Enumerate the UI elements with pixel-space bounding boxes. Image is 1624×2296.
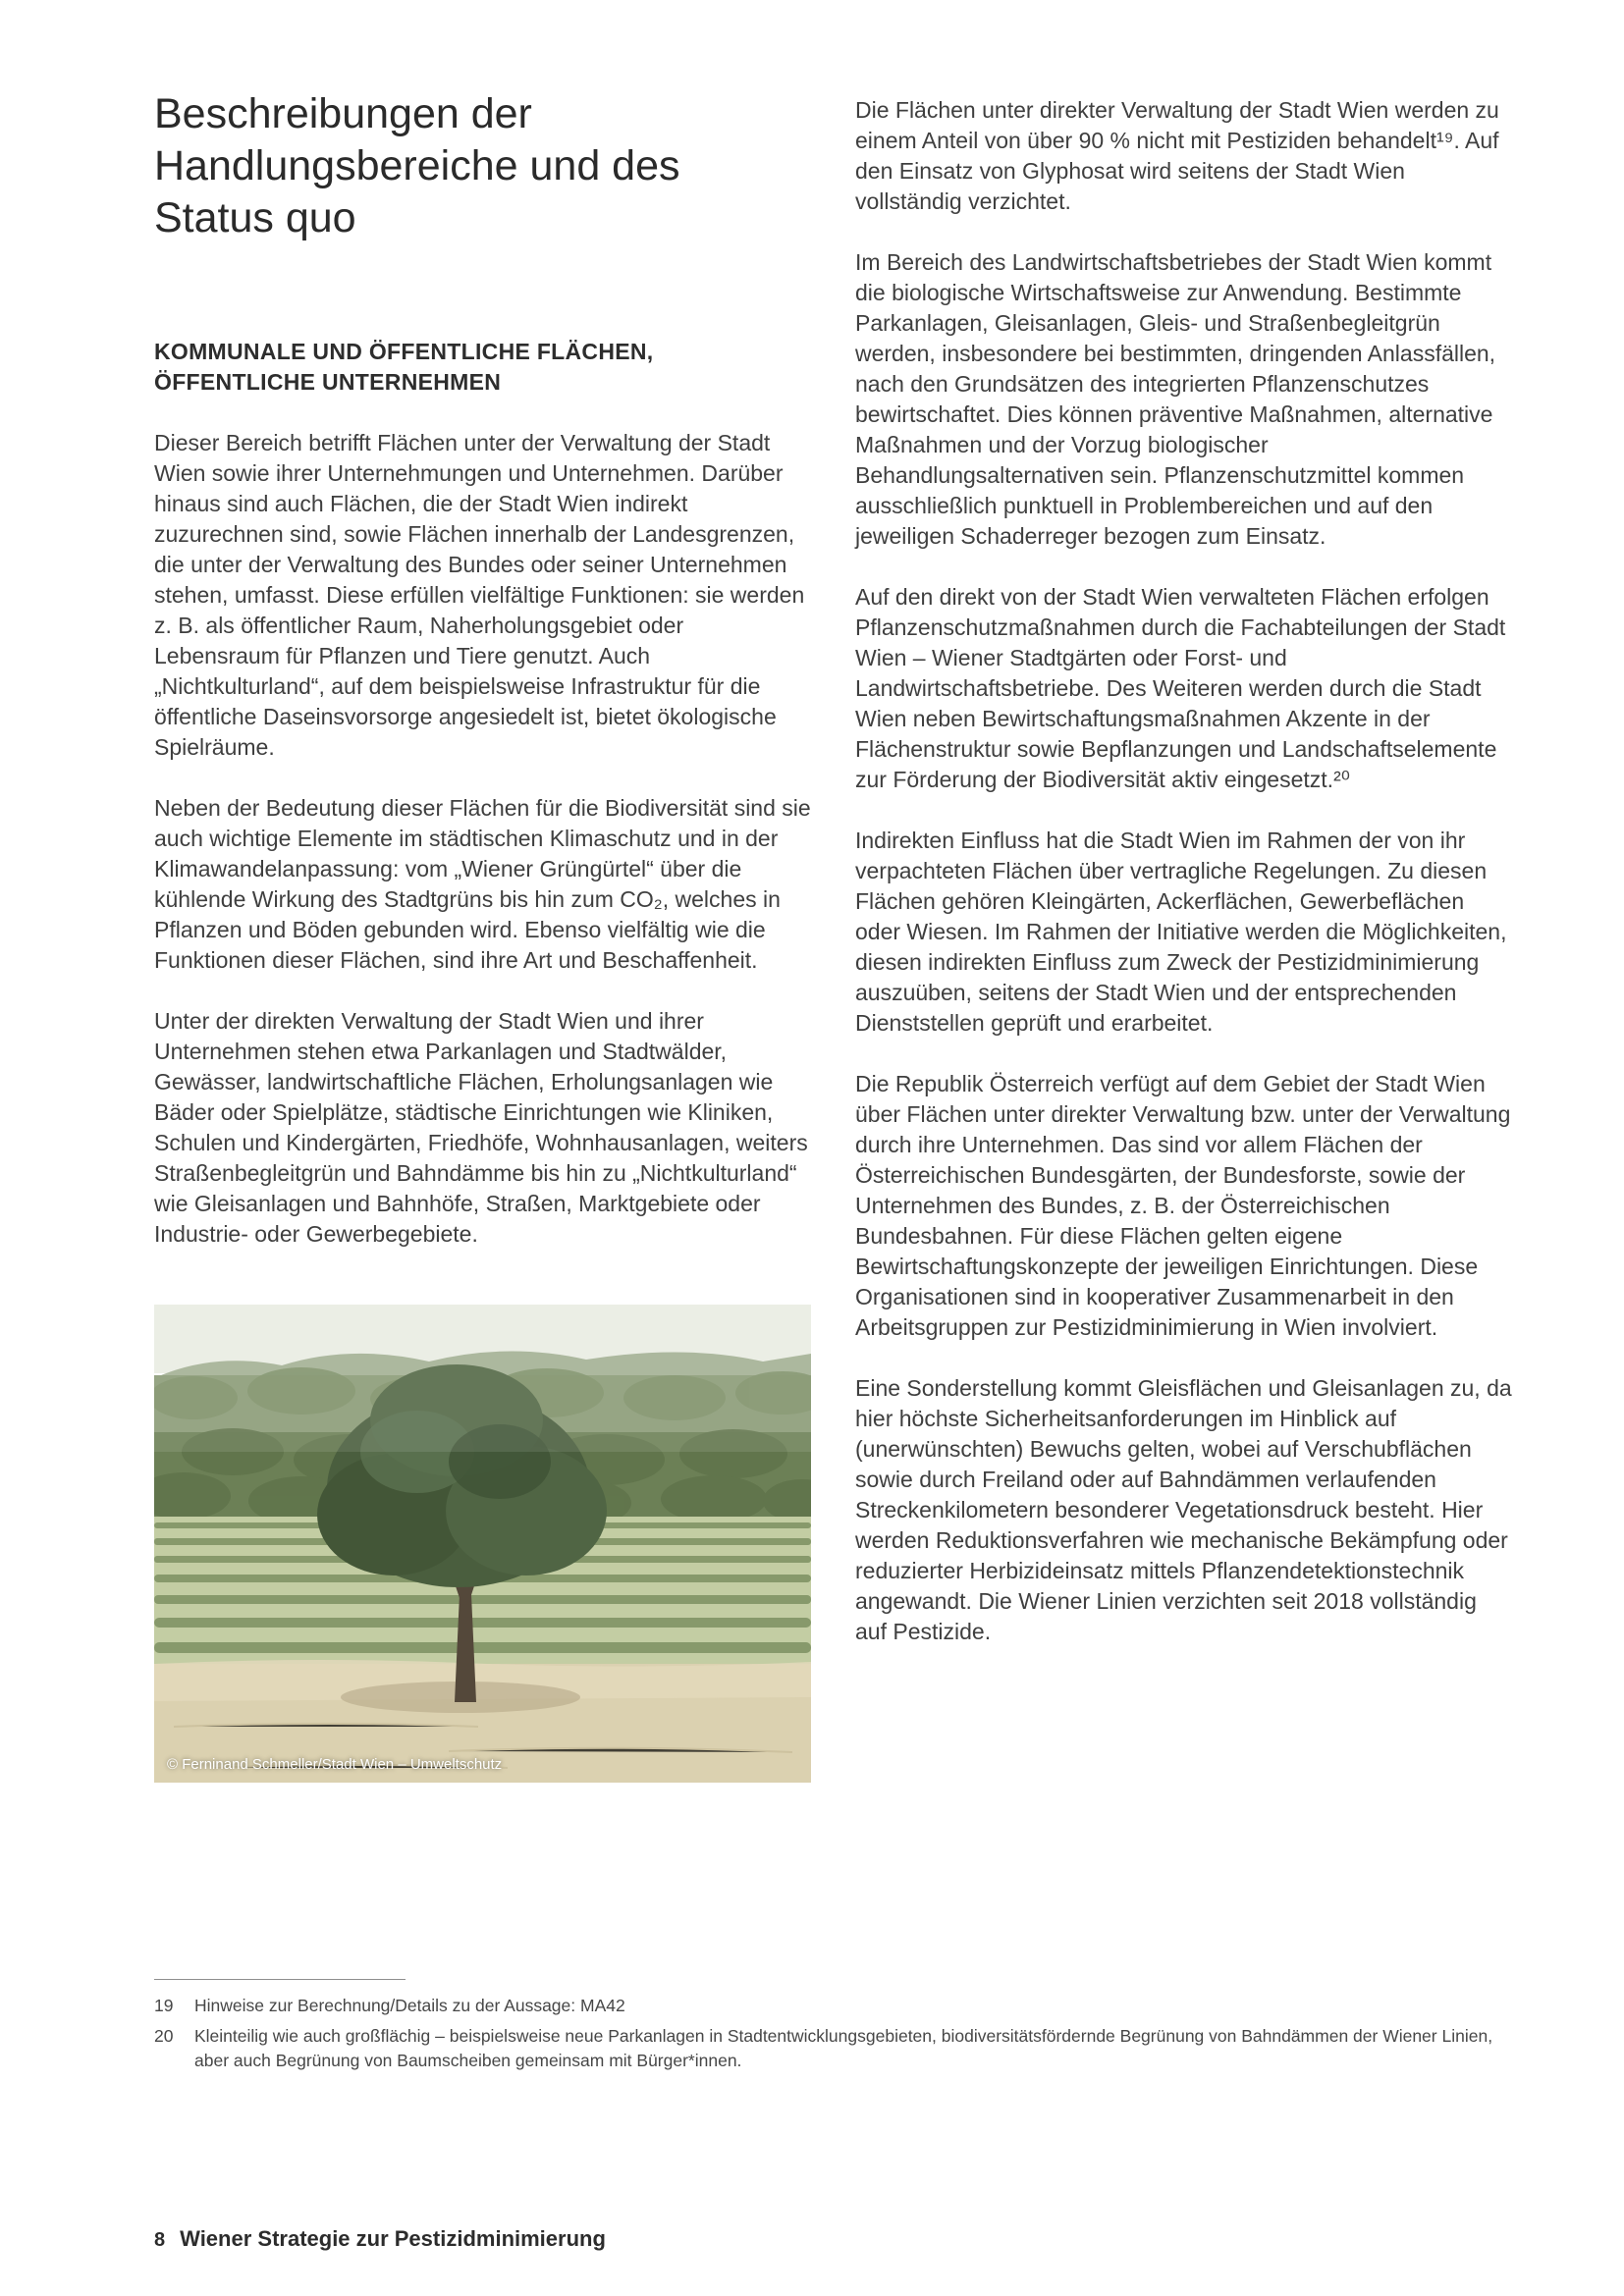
- footnote: [154, 1994, 1509, 2018]
- section-heading-line: ÖFFENTLICHE UNTERNEHMEN: [154, 369, 502, 395]
- vineyard-photo: [154, 1305, 811, 1783]
- right-column: [855, 0, 1512, 1783]
- photo-haze: [154, 1305, 811, 1452]
- body-paragraph: Unter der direkten Verwaltung der Stadt Wien und ihrer Unternehmen stehen etwa Parkanlagen und Stadtwälder, Gewässer, landwirtschaftliche Flächen, Erholungsanlagen wie Bäder oder Spielplätze, städtische Einrichtungen wie Kliniken, Schulen und Kindergärten, Friedhöfe, Wohnhausanlagen, weiters Straßenbegleitgrün und Bahndämme bis hin zu „Nichtkulturland“ wie Gleisanlagen und Bahnhöfe, Straßen, Marktgebiete oder Industrie- oder Gewerbegebiete.: [154, 1008, 808, 1247]
- page-title-line: Handlungsbereiche und des: [154, 142, 680, 189]
- body-paragraph: Im Bereich des Landwirtschaftsbetriebes der Stadt Wien kommt die biologische Wirtschaftsweise zur Anwendung. Bestimmte Parkanlagen, Gleisanlagen, Gleis- und Straßenbegleitgrün werden, insbesondere bei bestimmten, dringenden Anlassfällen, nach den Grundsätzen des integrierten Pflanzenschutzes bewirtschaftet. Dies können präventive Maßnahmen, alternative Maßnahmen und der Vorzug biologischer Behandlungsalternativen sein. Pflanzenschutzmittel kommen ausschließlich punktuell in Problembereichen und auf den jeweiligen Schaderreger bezogen zum Einsatz.: [855, 249, 1496, 549]
- footnote-text: Hinweise zur Berechnung/Details zu der Aussage: MA42: [194, 1996, 625, 2015]
- footer-document-title: Wiener Strategie zur Pestizidminimierung: [180, 2226, 606, 2251]
- two-column-layout: [154, 0, 1512, 1783]
- footnote-text: Kleinteilig wie auch großflächig – beispielsweise neue Parkanlagen in Stadtentwicklungsgebieten, biodiversitätsfördernde Begrünung von Bahndämmen der Wiener Linien, aber auch Begrünung von Baumscheiben gemeinsam mit Bürger*innen.: [194, 2026, 1493, 2070]
- body-paragraph: Indirekten Einfluss hat die Stadt Wien im Rahmen der von ihr verpachteten Flächen über vertragliche Regelungen. Zu diesen Flächen gehören Kleingärten, Ackerflächen, Gewerbeflächen oder Wiesen. Im Rahmen der Initiative werden die Möglichkeiten, diesen indirekten Einfluss zum Zweck der Pestizidminimierung auszuüben, seitens der Stadt Wien und der entsprechenden Dienststellen geprüft und erarbeitet.: [855, 828, 1507, 1036]
- section-heading: [154, 337, 811, 398]
- page-footer: [154, 2226, 606, 2252]
- photo-caption: © Ferninand Schmeller/Stadt Wien – Umweltschutz: [167, 1756, 503, 1773]
- page-title: [154, 88, 811, 244]
- section-heading-line: KOMMUNALE UND ÖFFENTLICHE FLÄCHEN,: [154, 339, 654, 364]
- footnote-divider: [154, 1979, 406, 1980]
- body-paragraph: Auf den direkt von der Stadt Wien verwalteten Flächen erfolgen Pflanzenschutzmaßnahmen durch die Fachabteilungen der Stadt Wien – Wiener Stadtgärten oder Forst- und Landwirtschaftsbetriebe. Des Weiteren werden durch die Stadt Wien neben Bewirtschaftungsmaßnahmen Akzente in der Flächenstruktur sowie Bepflanzungen und Landschaftselemente zur Förderung der Biodiversität aktiv eingesetzt.²⁰: [855, 584, 1506, 792]
- body-paragraph: Dieser Bereich betrifft Flächen unter der Verwaltung der Stadt Wien sowie ihrer Unternehmungen und Unternehmen. Darüber hinaus sind auch Flächen, die der Stadt Wien indirekt zuzurechnen sind, sowie Flächen innerhalb der Landesgrenzen, die unter der Verwaltung des Bundes oder seiner Unternehmen stehen, umfasst. Diese erfüllen vielfältige Funktionen: sie werden z. B. als öffentlicher Raum, Naherholungsgebiet oder Lebensraum für Pflanzen und Tiere genutzt. Auch „Nichtkulturland“, auf dem beispielsweise Infrastruktur für die öffentliche Daseinsvorsorge angesiedelt ist, bietet ökologische Spielräume.: [154, 430, 805, 760]
- page-title-line: Status quo: [154, 194, 356, 241]
- page-number: 8: [154, 2229, 166, 2251]
- body-paragraph: Die Flächen unter direkter Verwaltung der Stadt Wien werden zu einem Anteil von über 90 % nicht mit Pestiziden behandelt¹⁹. Auf den Einsatz von Glyphosat wird seitens der Stadt Wien vollständig verzichtet.: [855, 97, 1499, 214]
- body-paragraph: Eine Sonderstellung kommt Gleisflächen und Gleisanlagen zu, da hier höchste Sicherheitsanforderungen im Hinblick auf (unerwünschten) Bewuchs gelten, wobei auf Verschubflächen sowie durch Freiland oder auf Bahndämmen verlaufenden Streckenkilometern besonderer Vegetationsdruck besteht. Hier werden Reduktionsverfahren wie mechanische Bekämpfung oder reduzierter Herbizideinsatz mittels Pflanzendetektionstechnik angewandt. Die Wiener Linien verzichten seit 2018 vollständig auf Pestizide.: [855, 1375, 1512, 1644]
- page-title-line: Beschreibungen der: [154, 90, 532, 137]
- footnotes-block: [154, 1979, 1509, 2073]
- body-paragraph: Die Republik Österreich verfügt auf dem Gebiet der Stadt Wien über Flächen unter direkter Verwaltung bzw. unter der Verwaltung durch ihre Unternehmen. Das sind vor allem Flächen der Österreichischen Bundesgärten, der Bundesforste, sowie der Unternehmen des Bundes, z. B. der Österreichischen Bundesbahnen. Für diese Flächen gelten eigene Bewirtschaftungskonzepte der jeweiligen Einrichtungen. Diese Organisationen sind in kooperativer Zusammenarbeit in den Arbeitsgruppen zur Pestizidminimierung in Wien involviert.: [855, 1071, 1511, 1340]
- left-column: [154, 0, 811, 1783]
- body-paragraph: Neben der Bedeutung dieser Flächen für die Biodiversität sind sie auch wichtige Elemente im städtischen Klimaschutz und in der Klimawandelanpassung: vom „Wiener Grüngürtel“ über die kühlende Wirkung des Stadtgrüns bis hin zum CO₂, welches in Pflanzen und Böden gebunden wird. Ebenso vielfältig wie die Funktionen dieser Flächen, sind ihre Art und Beschaffenheit.: [154, 795, 811, 973]
- photo-figure: [154, 1305, 811, 1783]
- footnote-number: 20: [154, 2026, 174, 2046]
- footnote-number: 19: [154, 1996, 174, 2015]
- footnote: [154, 2024, 1509, 2073]
